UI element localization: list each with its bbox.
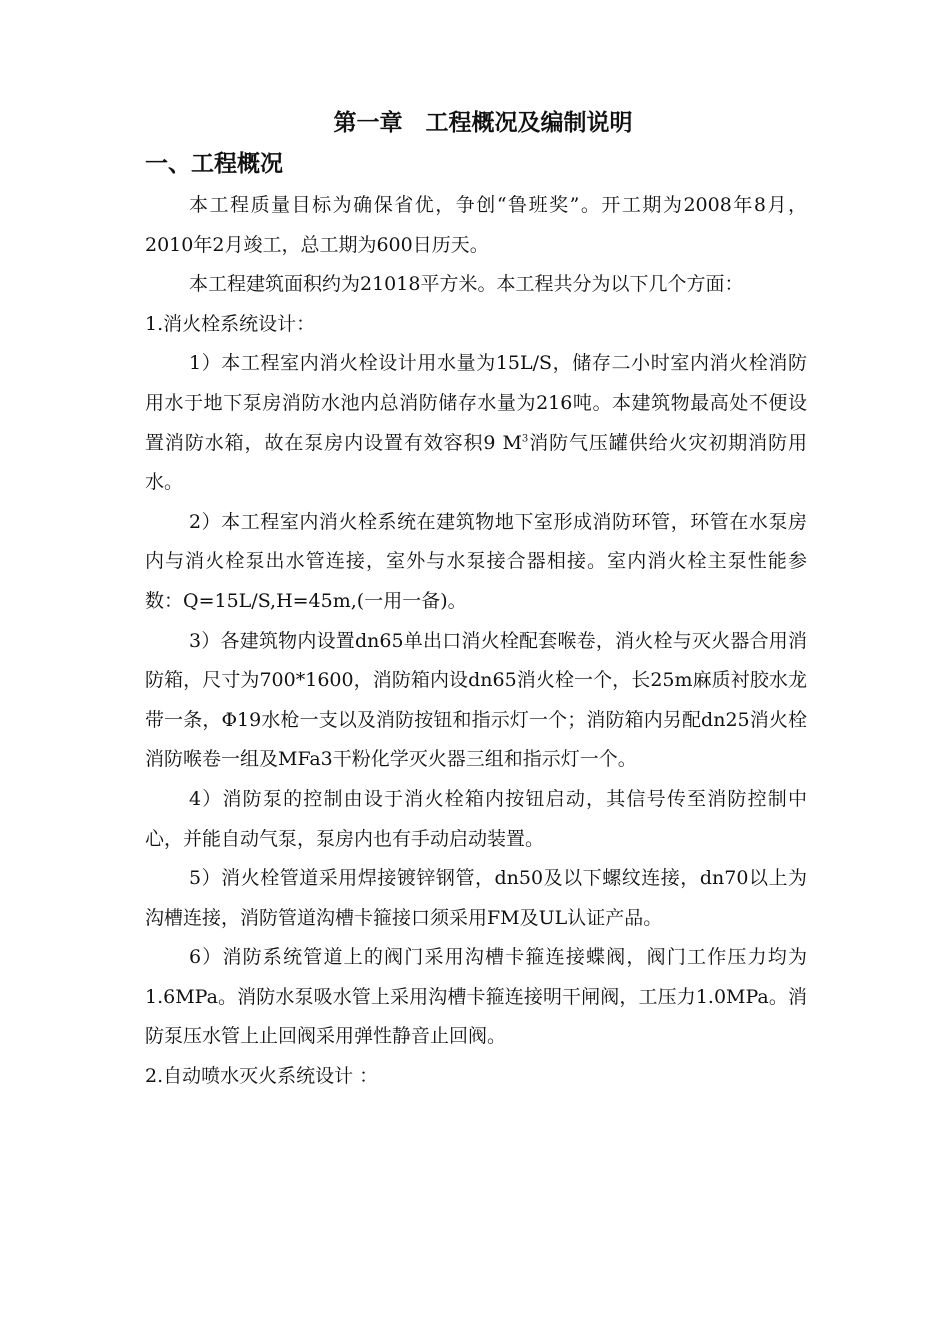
section-title: 一、工程概况 (145, 150, 283, 177)
hydrant-item-1-text: 1）本工程室内消火栓设计用水量为15L/S，储存二小时室内消火栓消防用水于地下泵房消防水池内总消防储存水量为216吨。本建筑物最高处不便设置消防水箱，故在泵房内设置有效容积9 M (145, 352, 807, 454)
sprinkler-system-heading: 2.自动喷水灭火系统设计 ： (145, 1065, 379, 1088)
hydrant-item-5: 5）消火栓管道采用焊接镀锌钢管，dn50及以下螺纹连接，dn70以上为沟槽连接，消防管道沟槽卡箍接口须采用FM及UL认证产品。 (145, 867, 807, 929)
chapter-title: 第一章 工程概况及编制说明 (333, 109, 633, 136)
hydrant-item-4: 4）消防泵的控制由设于消火栓箱内按钮启动，其信号传至消防控制中心，并能自动气泵，泵房内也有手动启动装置。 (145, 787, 807, 850)
intro-paragraph-area: 本工程建筑面积约为21018平方米。本工程共分为以下几个方面： (189, 273, 744, 296)
document-page (145, 100, 807, 1097)
hydrant-system-heading: 1.消火栓系统设计： (145, 312, 316, 335)
cubic-superscript: 3 (521, 433, 529, 445)
hydrant-item-2: 2）本工程室内消火栓系统在建筑物地下室形成消防环管，环管在水泵房内与消火栓泵出水管连接，室外与水泵接合器相接。室内消火栓主泵性能参数：Q=15L/S,H=45m,(一用一备)。 (145, 510, 807, 612)
hydrant-item-6: 6）消防系统管道上的阀门采用沟槽卡箍连接蝶阀，阀门工作压力均为1.6MPa。消防水泵吸水管上采用沟槽卡箍连接明干闸阀，工压力1.0MPa。消防泵压水管上止回阀采用弹性静音止回阀。 (145, 946, 807, 1048)
intro-paragraph-quality: 本工程质量目标为确保省优，争创“鲁班奖”。开工期为2008年8月，2010年2月竣工，总工期为600日历天。 (145, 194, 807, 256)
hydrant-item-3: 3）各建筑物内设置dn65单出口消火栓配套喉卷，消火栓与灭火器合用消防箱，尺寸为700*1600，消防箱内设dn65消火栓一个，长25m麻质衬胶水龙带一条，Φ19水枪一支以及消防按钮和指示灯一个；消防箱内另配dn25消火栓消防喉卷一组及MFa3干粉化学灭火器三组和指示灯一个。 (145, 629, 807, 771)
hydrant-item-1-text-end: 消防气压罐供给火灾初期消防用水。 (145, 431, 807, 494)
hydrant-item-1 (145, 344, 807, 502)
